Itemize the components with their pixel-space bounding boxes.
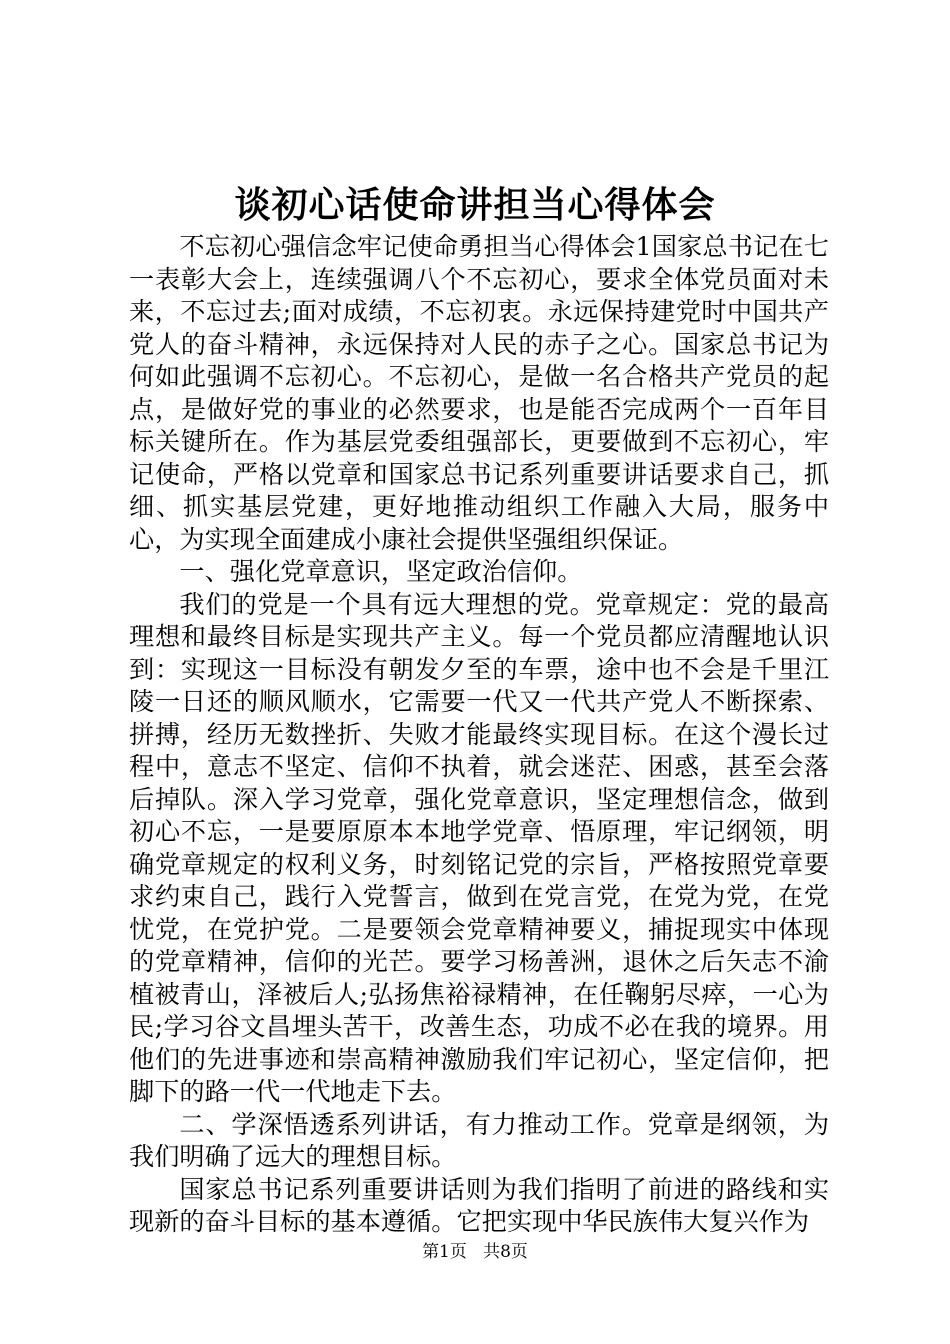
page-separator <box>472 1242 477 1262</box>
document-title: 谈初心话使命讲担当心得体会 <box>234 184 716 226</box>
paragraph-intro: 不忘初心强信念牢记使命勇担当心得体会1国家总书记在七一表彰大会上，连续强调八个不忘初心，要求全体党员面对未来，不忘过去;面对成绩，不忘初衷。永远保持建党时中国共产党人的奋斗精神，永远保持对人民的赤子之心。国家总书记为何如此强调不忘初心。不忘初心，是做一名合格共产党员的起点，是做好党的事业的必然要求，也是能否完成两个一百年目标关键所在。作为基层党委组强部长，更要做到不忘初心，牢记使命，严格以党章和国家总书记系列重要讲话要求自己，抓细、抓实基层党建，更好地推动组织工作融入大局，服务中心，为实现全面建成小康社会提供坚强组织保证。 <box>129 232 829 554</box>
paragraph-section-2: 国家总书记系列重要讲话则为我们指明了前进的路线和实现新的奋斗目标的基本遵循。它把实现中华民族伟大复兴作为 <box>129 1174 829 1236</box>
page-footer <box>0 1240 950 1264</box>
document-body <box>129 231 829 1239</box>
page-total: 共8页 <box>483 1242 528 1262</box>
paragraph-section-1: 我们的党是一个具有远大理想的党。党章规定：党的最高理想和最终目标是实现共产主义。每一个党员都应清醒地认识到：实现这一目标没有朝发夕至的车票，途中也不会是千里江陵一日还的顺风顺水，它需要一代又一代共产党人不断探索、拼搏，经历无数挫折、失败才能最终实现目标。在这个漫长过程中，意志不坚定、信仰不执着，就会迷茫、困惑，甚至会落后掉队。深入学习党章，强化党章意识，坚定理想信念，做到初心不忘，一是要原原本本地学党章、悟原理，牢记纲领，明确党章规定的权利义务，时刻铭记党的宗旨，严格按照党章要求约束自己，践行入党誓言，做到在党言党，在党为党，在党忧党，在党护党。二是要领会党章精神要义，捕捉现实中体现的党章精神，信仰的光芒。要学习杨善洲，退休之后矢志不渝植被青山，泽被后人;弘扬焦裕禄精神，在任鞠躬尽瘁，一心为民;学习谷文昌埋头苦干，改善生态，功成不必在我的境界。用他们的先进事迹和崇高精神激励我们牢记初心，坚定信仰，把脚下的路一代一代地走下去。 <box>129 589 829 1106</box>
section-heading-1: 一、强化党章意识，坚定政治信仰。 <box>179 557 583 586</box>
section-heading-2: 二、学深悟透系列讲话，有力推动工作。党章是纲领，为我们明确了远大的理想目标。 <box>129 1109 829 1171</box>
page-number: 第1页 <box>422 1242 467 1262</box>
